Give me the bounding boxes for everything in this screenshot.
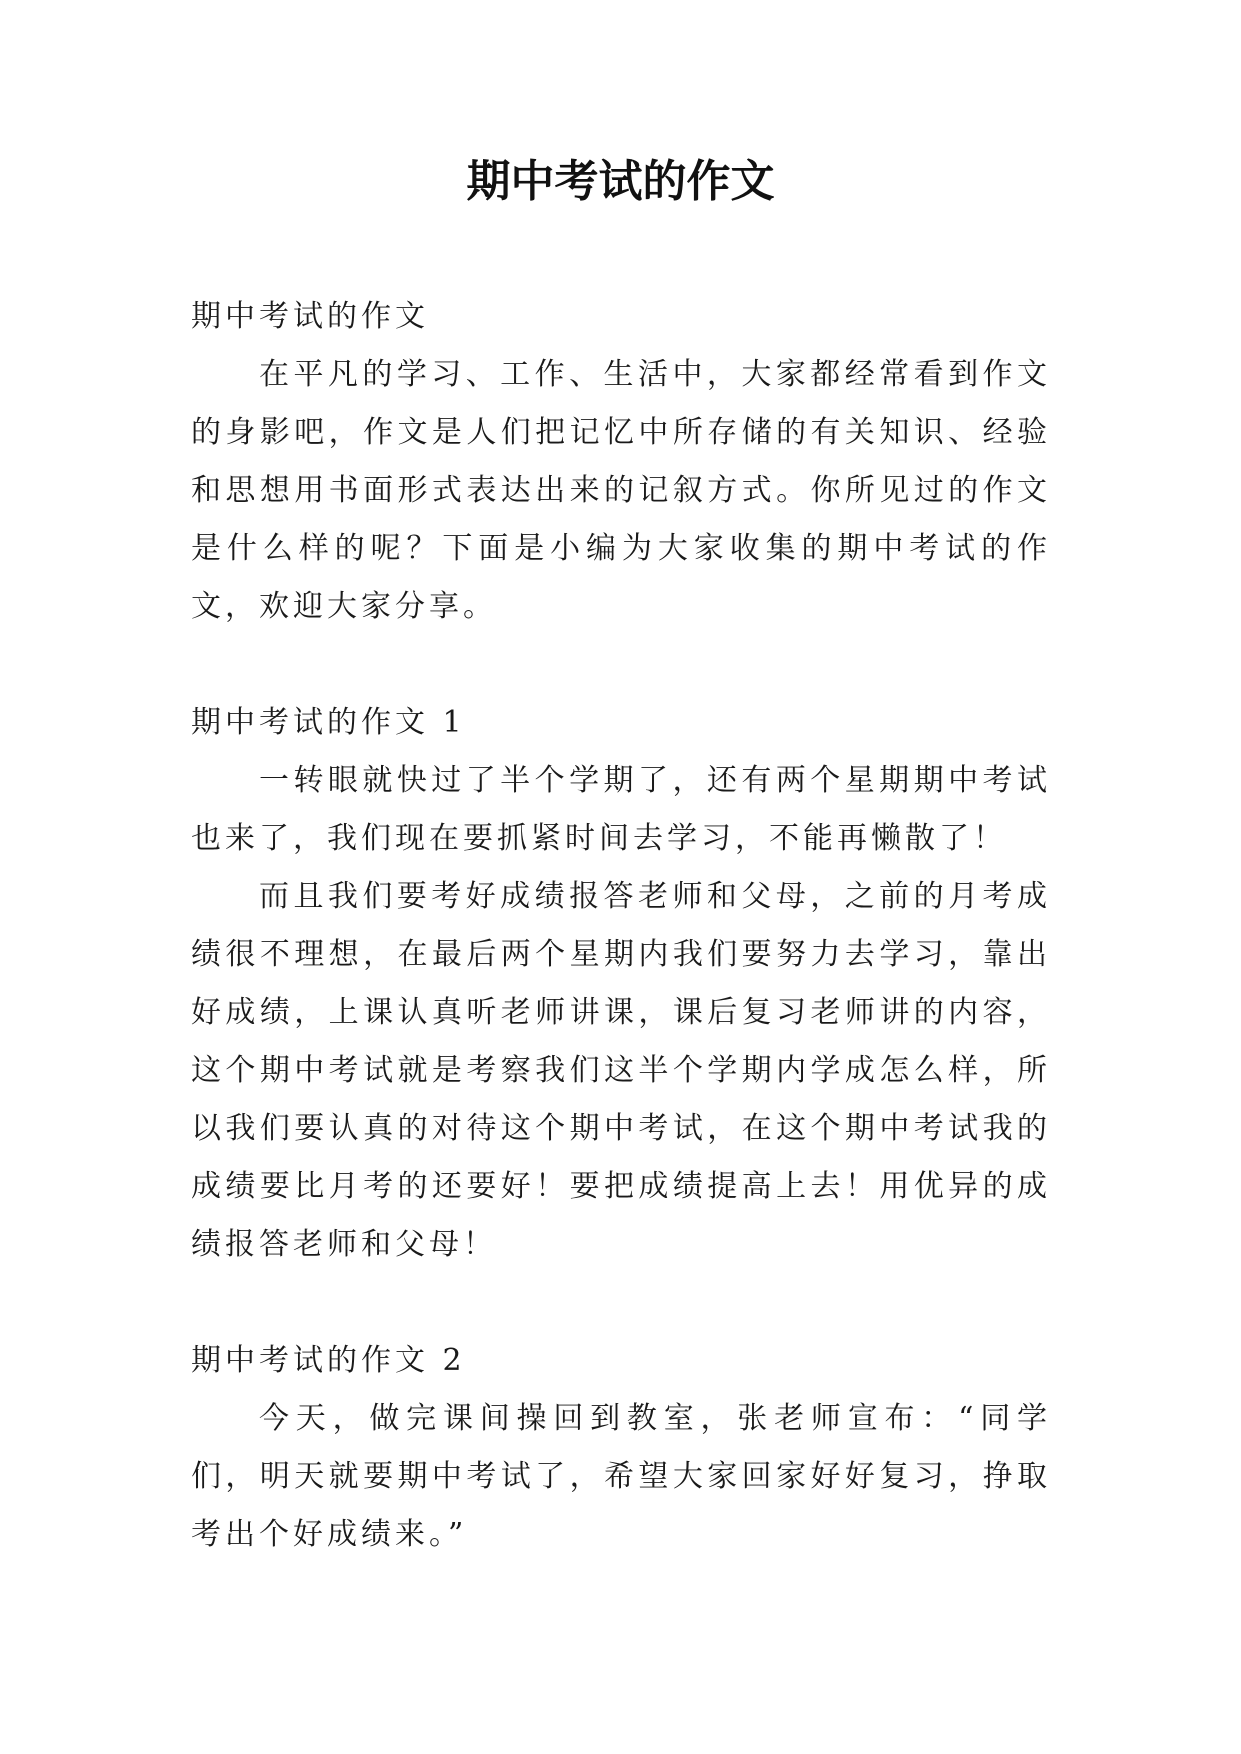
essay-1-paragraph-1: 一转眼就快过了半个学期了，还有两个星期期中考试也来了，我们现在要抓紧时间去学习，不能再懒散了！ xyxy=(191,763,1051,856)
intro-paragraph: 在平凡的学习、工作、生活中，大家都经常看到作文的身影吧，作文是人们把记忆中所存储的有关知识、经验和思想用书面形式表达出来的记叙方式。你所见过的作文是什么样的呢？下面是小编为大家收集的期中考试的作文，欢迎大家分享。 xyxy=(191,357,1051,624)
section-spacer xyxy=(191,1274,1051,1332)
document-title: 期中考试的作文 xyxy=(466,156,775,207)
essay-1-paragraph-2: 而且我们要考好成绩报答老师和父母，之前的月考成绩很不理想，在最后两个星期内我们要努力去学习，靠出好成绩，上课认真听老师讲课，课后复习老师讲的内容，这个期中考试就是考察我们这半个学期内学成怎么样，所以我们要认真的对待这个期中考试，在这个期中考试我的成绩要比月考的还要好！要把成绩提高上去！用优异的成绩报答老师和父母！ xyxy=(191,879,1051,1262)
document-body xyxy=(191,288,1051,1564)
section-heading-essay-2: 期中考试的作文 2 xyxy=(191,1343,466,1378)
essay-2-paragraph-1: 今天，做完课间操回到教室，张老师宣布：“同学们，明天就要期中考试了，希望大家回家好好复习，挣取考出个好成绩来。” xyxy=(191,1401,1051,1552)
section-spacer xyxy=(191,636,1051,694)
section-heading-essay-1: 期中考试的作文 1 xyxy=(191,705,466,740)
section-heading-intro: 期中考试的作文 xyxy=(191,299,429,334)
